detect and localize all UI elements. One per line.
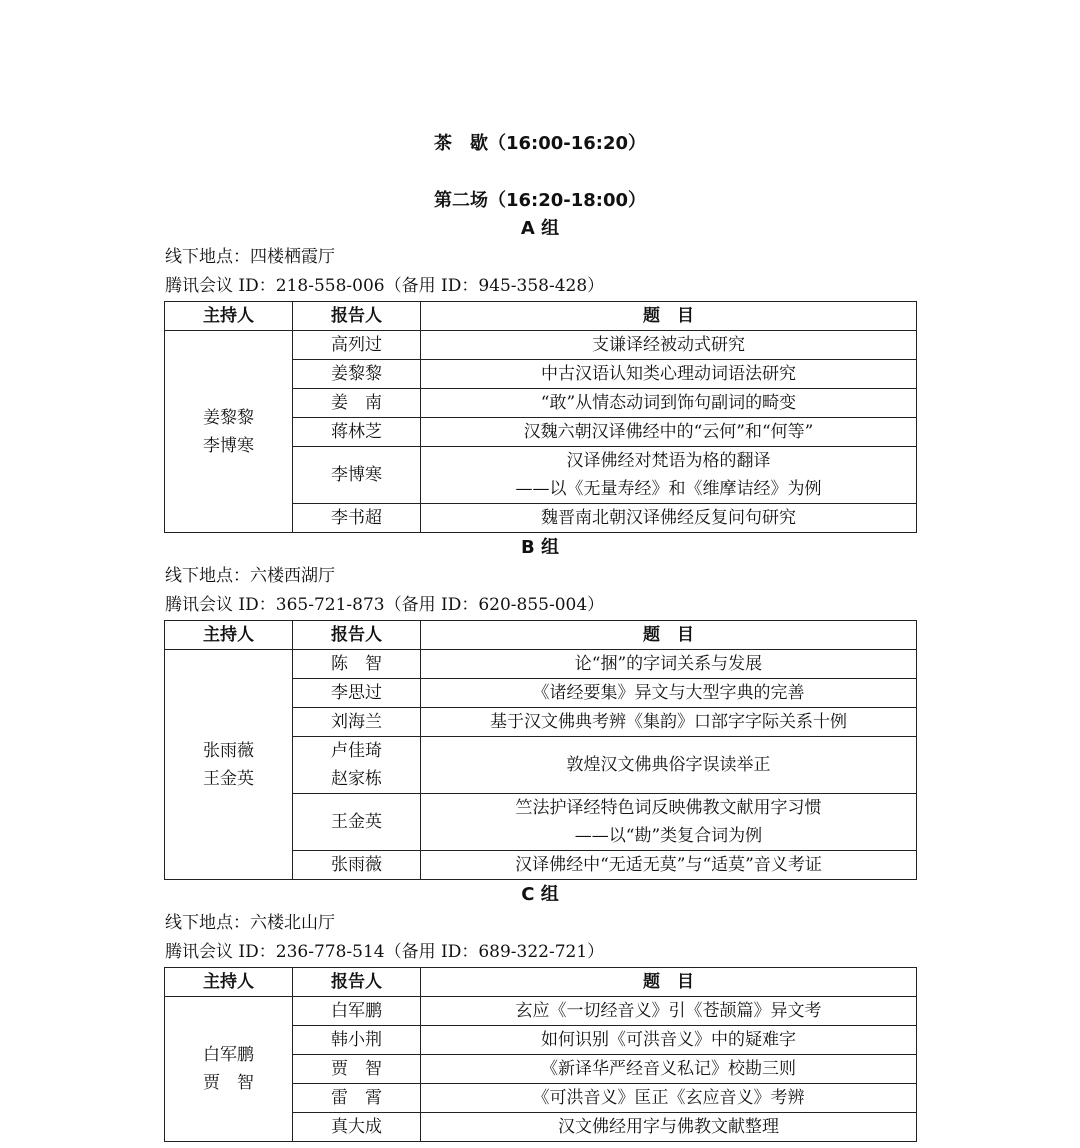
group-b-label: B 组 bbox=[521, 537, 559, 558]
topic-subtitle: ——以“勘”类复合词为例 bbox=[574, 826, 763, 846]
topic-cell: 汉魏六朝汉译佛经中的“云何”和“何等” bbox=[421, 418, 917, 447]
speaker-cell: 真大成 bbox=[293, 1113, 421, 1142]
host-column-header: 主持人 bbox=[165, 302, 293, 331]
group-c-table bbox=[164, 967, 917, 1142]
topic-cell: 中古汉语认知类心理动词语法研究 bbox=[421, 360, 917, 389]
topic-subtitle: ——以《无量寿经》和《维摩诘经》为例 bbox=[515, 479, 822, 499]
host-name: 姜黎黎 bbox=[203, 407, 254, 428]
group-a-label: A 组 bbox=[520, 218, 560, 239]
speaker-name: 卢佳琦 bbox=[331, 741, 382, 761]
topic-cell: 汉文佛经用字与佛教文献整理 bbox=[421, 1113, 917, 1142]
topic-cell bbox=[421, 794, 917, 851]
host-cell bbox=[165, 650, 293, 880]
host-column-header: 主持人 bbox=[165, 968, 293, 997]
speaker-cell: 张雨薇 bbox=[293, 851, 421, 880]
topic-cell: 魏晋南北朝汉译佛经反复问句研究 bbox=[421, 504, 917, 533]
speaker-cell: 陈 智 bbox=[293, 650, 421, 679]
topic-line: 竺法护译经特色词反映佛教文献用字习惯 bbox=[515, 798, 822, 818]
host-column-header: 主持人 bbox=[165, 621, 293, 650]
table-header-row bbox=[165, 968, 917, 997]
topic-cell: 汉译佛经中“无适无莫”与“适莫”音义考证 bbox=[421, 851, 917, 880]
topic-column-header: 题 目 bbox=[421, 621, 917, 650]
speaker-name: 赵家栋 bbox=[331, 769, 382, 789]
topic-line: 汉译佛经对梵语为格的翻译 bbox=[566, 451, 771, 471]
speaker-cell: 李书超 bbox=[293, 504, 421, 533]
topic-cell: 如何识别《可洪音义》中的疑难字 bbox=[421, 1026, 917, 1055]
session-title: 第二场（16:20-18:00） bbox=[433, 190, 647, 211]
table-row bbox=[165, 331, 917, 360]
speaker-cell: 贾 智 bbox=[293, 1055, 421, 1084]
host-name: 张雨薇 bbox=[203, 740, 254, 761]
group-b-location: 线下地点：六楼西湖厅 bbox=[165, 566, 335, 586]
host-name: 白军鹏 bbox=[203, 1045, 254, 1065]
host-cell bbox=[165, 331, 293, 533]
table-header-row bbox=[165, 621, 917, 650]
group-a-table bbox=[164, 301, 917, 533]
speaker-column-header: 报告人 bbox=[293, 968, 421, 997]
speaker-cell: 蒋林芝 bbox=[293, 418, 421, 447]
topic-cell: “敢”从情态动词到饰句副词的畸变 bbox=[421, 389, 917, 418]
topic-column-header: 题 目 bbox=[421, 302, 917, 331]
group-b-table bbox=[164, 620, 917, 880]
group-c-meeting-id: 腾讯会议 ID：236-778-514（备用 ID：689-322-721） bbox=[165, 942, 605, 962]
group-c-location: 线下地点：六楼北山厅 bbox=[165, 913, 335, 933]
speaker-cell: 白军鹏 bbox=[293, 997, 421, 1026]
speaker-column-header: 报告人 bbox=[293, 302, 421, 331]
table-row bbox=[165, 650, 917, 679]
host-name: 王金英 bbox=[203, 768, 254, 789]
topic-cell bbox=[421, 447, 917, 504]
speaker-cell: 韩小荆 bbox=[293, 1026, 421, 1055]
topic-cell: 敦煌汉文佛典俗字误读举正 bbox=[421, 737, 917, 794]
group-a-meeting-id: 腾讯会议 ID：218-558-006（备用 ID：945-358-428） bbox=[165, 276, 605, 296]
table-row bbox=[165, 997, 917, 1026]
topic-cell: 《新译华严经音义私记》校勘三则 bbox=[421, 1055, 917, 1084]
speaker-cell: 姜黎黎 bbox=[293, 360, 421, 389]
table-header-row bbox=[165, 302, 917, 331]
speaker-cell: 高列过 bbox=[293, 331, 421, 360]
topic-cell: 支谦译经被动式研究 bbox=[421, 331, 917, 360]
topic-cell: 《诸经要集》异文与大型字典的完善 bbox=[421, 679, 917, 708]
group-a-location: 线下地点：四楼栖霞厅 bbox=[165, 247, 335, 267]
speaker-cell: 雷 霄 bbox=[293, 1084, 421, 1113]
topic-cell: 玄应《一切经音义》引《苍颉篇》异文考 bbox=[421, 997, 917, 1026]
speaker-cell: 王金英 bbox=[293, 794, 421, 851]
speaker-cell: 姜 南 bbox=[293, 389, 421, 418]
speaker-cell: 李博寒 bbox=[293, 447, 421, 504]
host-cell bbox=[165, 997, 293, 1142]
speaker-column-header: 报告人 bbox=[293, 621, 421, 650]
tea-break-heading: 茶 歇（16:00-16:20） bbox=[433, 133, 647, 154]
topic-cell: 论“捆”的字词关系与发展 bbox=[421, 650, 917, 679]
speaker-cell bbox=[293, 737, 421, 794]
host-name: 李博寒 bbox=[203, 435, 254, 456]
topic-column-header: 题 目 bbox=[421, 968, 917, 997]
host-name: 贾 智 bbox=[203, 1073, 254, 1093]
group-c-label: C 组 bbox=[521, 884, 559, 905]
speaker-cell: 刘海兰 bbox=[293, 708, 421, 737]
group-b-meeting-id: 腾讯会议 ID：365-721-873（备用 ID：620-855-004） bbox=[165, 595, 605, 615]
topic-cell: 基于汉文佛典考辨《集韵》口部字字际关系十例 bbox=[421, 708, 917, 737]
speaker-cell: 李思过 bbox=[293, 679, 421, 708]
topic-cell: 《可洪音义》匡正《玄应音义》考辨 bbox=[421, 1084, 917, 1113]
